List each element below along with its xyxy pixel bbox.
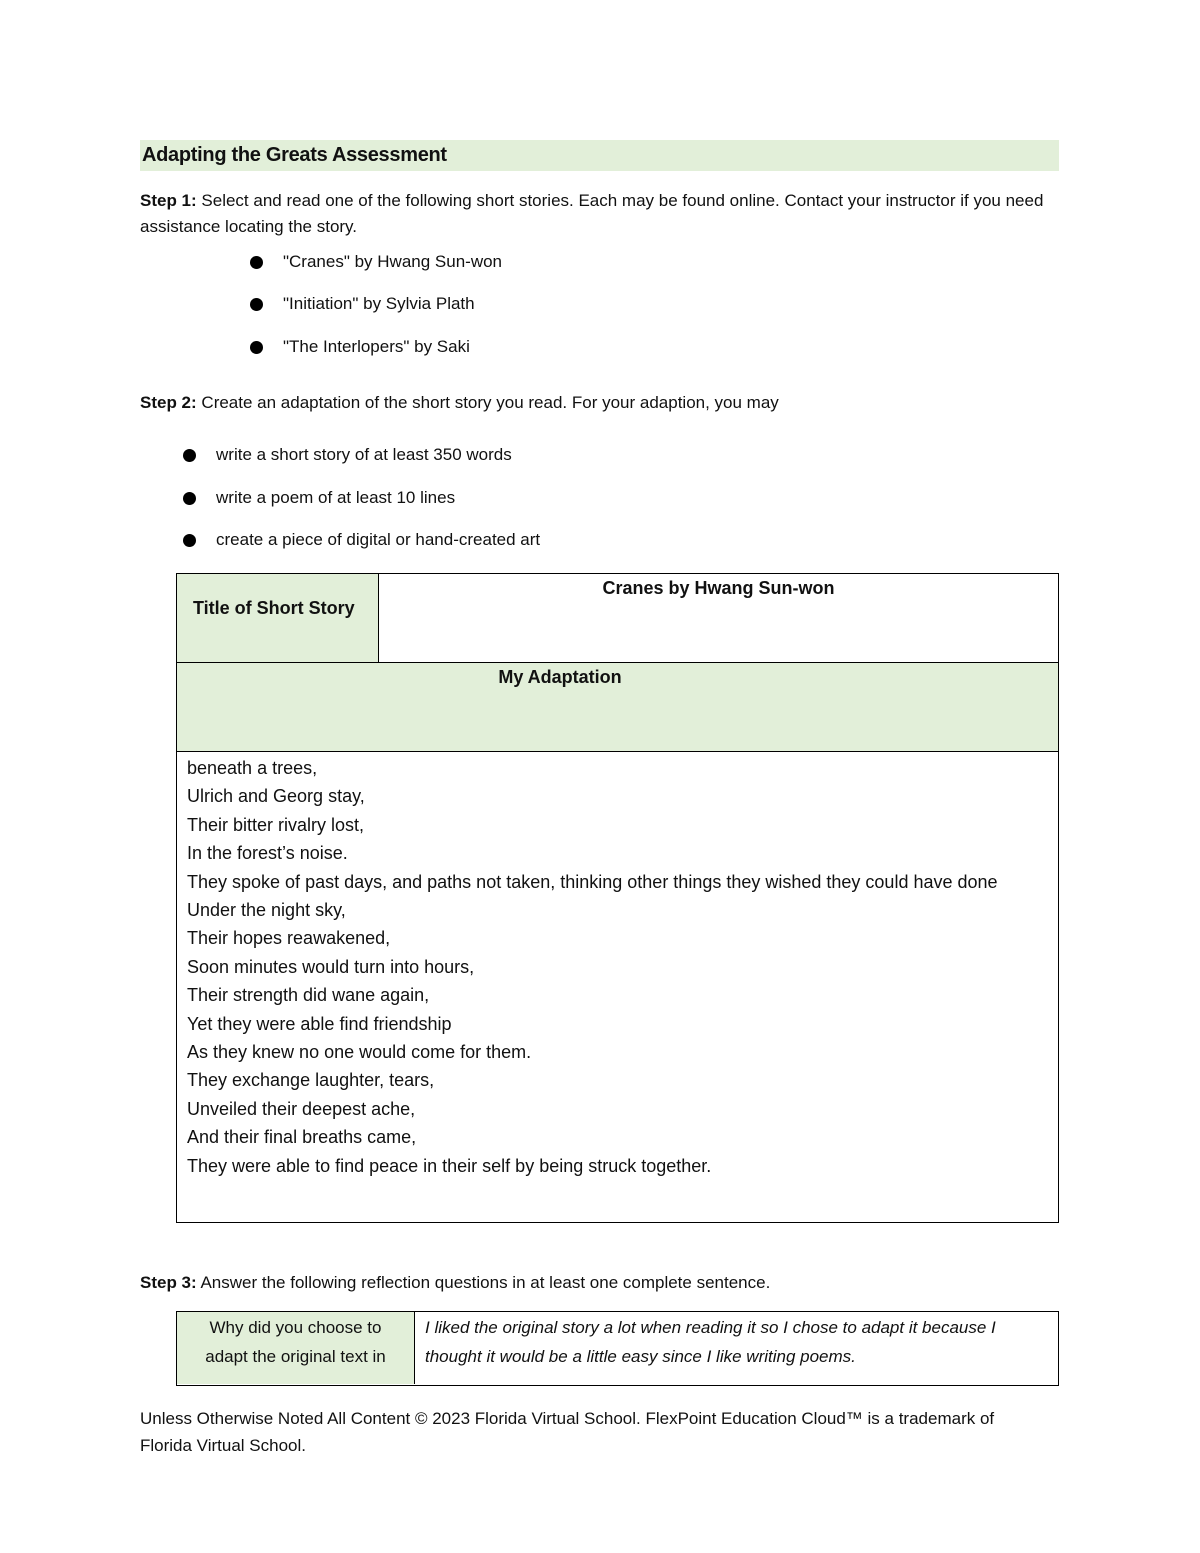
title-value-cell[interactable]	[379, 574, 1058, 663]
step1-label: Step 1:	[140, 191, 197, 210]
option-text: write a short story of at least 350 words	[216, 445, 512, 464]
poem-line: Their bitter rivalry lost,	[187, 814, 365, 835]
step1-text: Select and read one of the following short stories. Each may be found online. Contact your instructor if you need assistance locating the story.	[140, 191, 1044, 236]
adaptation-header: My Adaptation	[498, 667, 622, 687]
step2-paragraph	[140, 390, 1055, 416]
story-title: "Initiation" by Sylvia Plath	[283, 294, 475, 313]
copyright-footer: Unless Otherwise Noted All Content © 2023 Florida Virtual School. FlexPoint Education Cloud™ is a trademark of Florida Virtual School.	[140, 1409, 995, 1455]
step3-label: Step 3:	[140, 1273, 197, 1292]
page-title: Adapting the Greats Assessment	[142, 144, 447, 166]
poem-line: Ulrich and Georg stay,	[187, 786, 365, 807]
adaptation-table	[176, 573, 1059, 1223]
title-label-cell	[177, 574, 379, 663]
option-text: create a piece of digital or hand-created art	[216, 530, 541, 549]
poem-line: Their hopes reawakened,	[187, 928, 391, 949]
bullet-icon	[183, 449, 196, 462]
step3-text: Answer the following reflection questions in at least one complete sentence.	[196, 1273, 771, 1292]
bullet-icon	[250, 298, 263, 311]
poem-line: They exchange laughter, tears,	[187, 1070, 435, 1091]
story-title: "The Interlopers" by Saki	[283, 337, 470, 356]
step2-label: Step 2:	[140, 393, 197, 412]
reflection-table	[176, 1311, 1059, 1386]
step2-text: Create an adaptation of the short story you read. For your adaption, you may	[196, 393, 779, 412]
poem-line: beneath a trees,	[187, 758, 318, 778]
bullet-icon	[183, 534, 196, 547]
story-title: "Cranes" by Hwang Sun-won	[283, 252, 503, 271]
reflection-question: Why did you choose to adapt the original text in	[205, 1318, 386, 1366]
step3-paragraph	[140, 1270, 1055, 1296]
bullet-icon	[250, 341, 263, 354]
bullet-icon	[250, 256, 263, 269]
poem-line: They were able to find peace in their self by being struck together.	[187, 1155, 712, 1176]
poem-line: Unveiled their deepest ache,	[187, 1098, 416, 1119]
poem-line: Their strength did wane again,	[187, 985, 430, 1006]
poem-line: Under the night sky,	[187, 900, 346, 921]
step1-paragraph	[140, 188, 1055, 240]
title-value: Cranes by Hwang Sun-won	[602, 578, 835, 598]
reflection-question-cell	[177, 1312, 415, 1384]
reflection-answer-cell[interactable]: I liked the original story a lot when reading it so I chose to adapt it because I thought it would be a little easy since I like writing poems.	[425, 1318, 996, 1366]
adaptation-poem[interactable]	[187, 754, 1047, 1180]
poem-line: Soon minutes would turn into hours,	[187, 956, 475, 977]
poem-line: Yet they were able find friendship	[187, 1013, 452, 1034]
poem-line: As they knew no one would come for them.	[187, 1042, 532, 1063]
title-bar	[140, 140, 1059, 171]
option-text: write a poem of at least 10 lines	[216, 488, 456, 507]
bullet-icon	[183, 492, 196, 505]
poem-line: They spoke of past days, and paths not taken, thinking other things they wished they could have done	[187, 871, 998, 892]
title-label: Title of Short Story	[193, 598, 355, 618]
poem-line: In the forest’s noise.	[187, 843, 348, 864]
poem-line: And their final breaths came,	[187, 1127, 417, 1148]
adaptation-header-cell	[177, 663, 1058, 752]
